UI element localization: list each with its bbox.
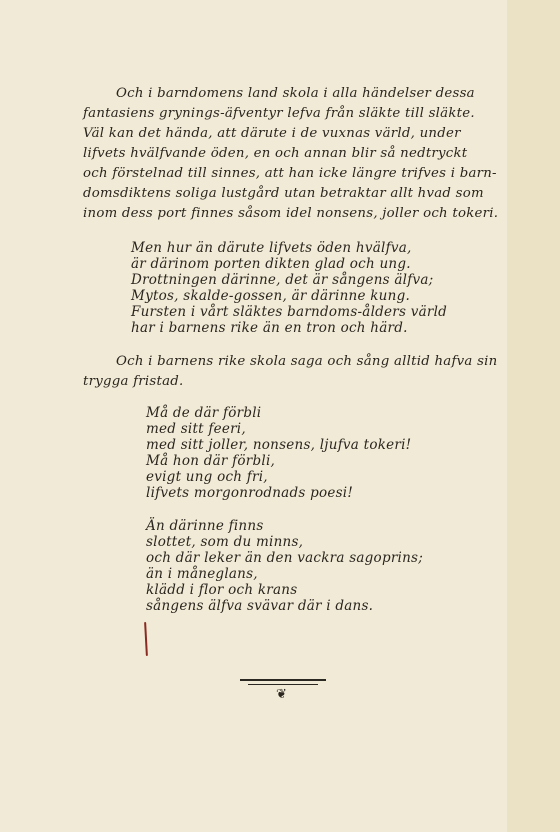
- verse-line: slottet, som du minns,: [146, 534, 304, 550]
- prose-line: Och i barndomens land skola i alla händelser dessa: [116, 86, 475, 101]
- verse-line: lifvets morgonrodnads poesi!: [146, 485, 353, 501]
- verse-line: med sitt joller, nonsens, ljufva tokeri!: [146, 437, 412, 453]
- verse-line: Mytos, skalde-gossen, är därinne kung.: [131, 288, 410, 304]
- verse-line: har i barnens rike än en tron och härd.: [131, 320, 408, 336]
- verse-line: Drottningen därinne, det är sångens älfva;: [131, 272, 434, 288]
- verse-line: klädd i flor och krans: [146, 582, 298, 598]
- fleuron-icon: ❦: [276, 687, 287, 702]
- prose-line: Och i barnens rike skola saga och sång alltid hafva sin: [116, 354, 498, 369]
- verse-line: och där leker än den vackra sagoprins;: [146, 550, 424, 566]
- ornament-rule: [240, 679, 326, 705]
- prose-line: och förstelnad till sinnes, att han icke längre trifves i barn-: [83, 166, 497, 181]
- ornament-rule-top: [240, 679, 326, 681]
- prose-line: fantasiens grynings-äfventyr lefva från släkte till släkte.: [83, 106, 475, 121]
- verse-line: Än därinne finns: [146, 518, 264, 534]
- page-margin: [507, 0, 560, 832]
- verse-line: Men hur än därute lifvets öden hvälfva,: [131, 240, 412, 256]
- verse-line: än i måneglans,: [146, 566, 258, 582]
- verse-line: Må hon där förbli,: [146, 453, 276, 469]
- prose-line: domsdiktens soliga lustgård utan betraktar allt hvad som: [83, 186, 484, 201]
- prose-line: Väl kan det hända, att därute i de vuxnas värld, under: [83, 126, 461, 141]
- verse-line: sångens älfva svävar där i dans.: [146, 598, 374, 614]
- verse-line: evigt ung och fri,: [146, 469, 268, 485]
- verse-line: Må de där förbli: [146, 405, 262, 421]
- prose-line: trygga fristad.: [83, 374, 184, 389]
- verse-line: är därinom porten dikten glad och ung.: [131, 256, 411, 272]
- ornament-rule-bottom: [248, 684, 318, 685]
- verse-line: med sitt feeri,: [146, 421, 246, 437]
- prose-line: inom dess port finnes såsom idel nonsens, joller och tokeri.: [83, 206, 499, 221]
- prose-line: lifvets hvälfvande öden, en och annan blir så nedtryckt: [83, 146, 468, 161]
- verse-line: Fursten i vårt släktes barndoms-ålders värld: [131, 304, 448, 320]
